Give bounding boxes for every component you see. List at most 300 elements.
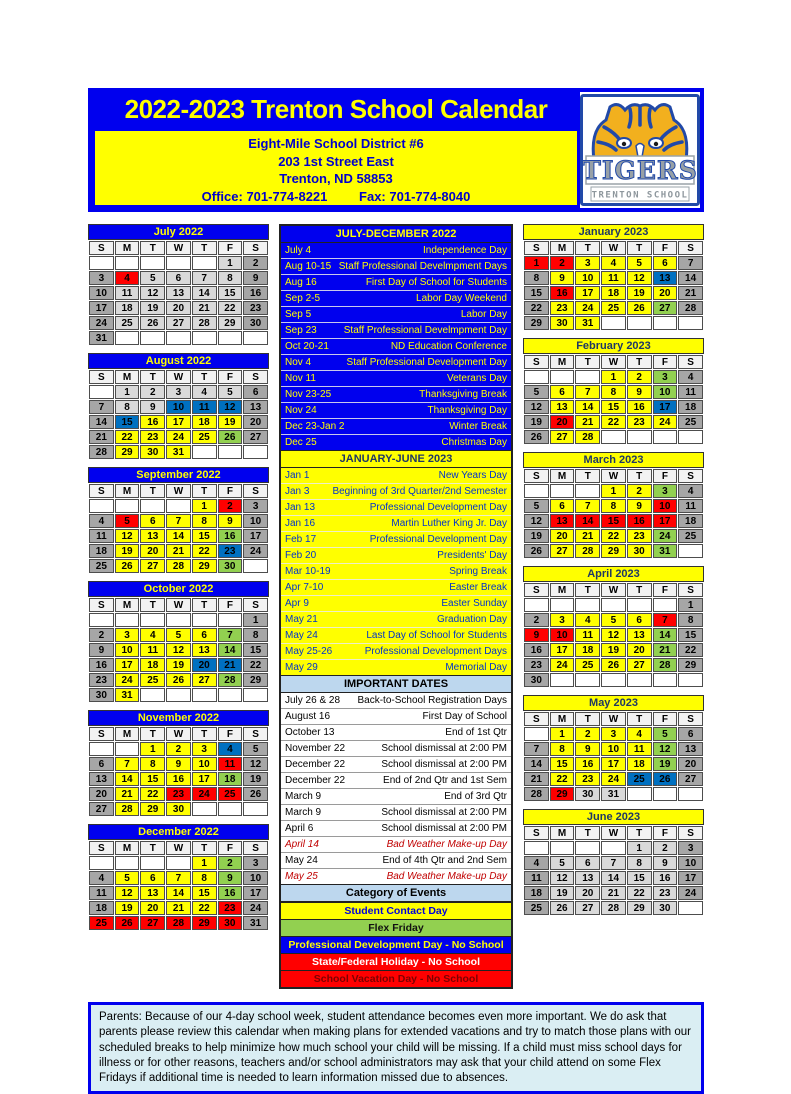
day-cell: 31: [575, 316, 600, 330]
event-date: July 4: [285, 244, 312, 256]
day-cell: 12: [627, 271, 652, 285]
day-header-cell: W: [166, 727, 191, 741]
day-cell: 1: [115, 385, 140, 399]
day-header-cell: W: [166, 241, 191, 255]
street-address: 203 1st Street East: [278, 153, 394, 169]
day-cell: 28: [575, 430, 600, 444]
month-grid: [88, 726, 269, 817]
day-header-cell: S: [243, 370, 268, 384]
important-date: July 26 & 28: [285, 694, 341, 706]
event-description: Professional Development Days: [364, 645, 507, 657]
day-cell: 16: [550, 286, 575, 300]
day-cell: 12: [550, 871, 575, 885]
month-grid: [523, 354, 704, 445]
day-cell: [140, 256, 165, 270]
week-row: [524, 727, 703, 741]
important-date-row: [281, 693, 511, 708]
week-row: [89, 886, 268, 900]
day-cell: 18: [524, 886, 549, 900]
month-title: May 2023: [523, 695, 704, 711]
event-description: Winter Break: [449, 420, 507, 432]
day-cell: 19: [115, 544, 140, 558]
day-cell: [653, 787, 678, 801]
event-row: [281, 483, 511, 499]
day-cell: [653, 430, 678, 444]
day-cell: 31: [115, 688, 140, 702]
important-date-row: [281, 852, 511, 868]
day-header-cell: T: [192, 727, 217, 741]
event-description: Easter Sunday: [441, 597, 507, 609]
day-cell: 3: [192, 742, 217, 756]
day-cell: 6: [653, 256, 678, 270]
day-cell: 21: [218, 658, 243, 672]
day-cell: 17: [550, 643, 575, 657]
important-date: March 9: [285, 790, 322, 802]
event-date: Nov 23-25: [285, 388, 332, 400]
day-header-cell: S: [89, 598, 114, 612]
day-cell: 13: [550, 400, 575, 414]
calendar-page: [88, 88, 704, 1094]
day-cell: 4: [192, 385, 217, 399]
day-cell: 23: [89, 673, 114, 687]
event-description: Beginning of 3rd Quarter/2nd Semester: [332, 485, 507, 497]
page-title: 2022-2023 Trenton School Calendar: [92, 92, 580, 128]
event-date: Mar 10-19: [285, 565, 331, 577]
day-cell: [550, 841, 575, 855]
day-cell: 16: [218, 886, 243, 900]
important-date-row: [281, 756, 511, 772]
day-cell: 4: [601, 256, 626, 270]
day-header-cell: M: [115, 841, 140, 855]
day-cell: 29: [115, 445, 140, 459]
week-row: [89, 286, 268, 300]
day-cell: 27: [166, 316, 191, 330]
week-row: [89, 802, 268, 816]
day-cell: 8: [550, 742, 575, 756]
day-header-cell: T: [627, 712, 652, 726]
month-march-2023: [523, 452, 704, 559]
day-cell: 9: [166, 757, 191, 771]
day-cell: 16: [89, 658, 114, 672]
day-cell: 22: [601, 415, 626, 429]
day-cell: 26: [524, 544, 549, 558]
day-cell: [89, 385, 114, 399]
day-header-cell: S: [89, 370, 114, 384]
day-header-cell: S: [524, 712, 549, 726]
event-description: Professional Development Day: [369, 533, 507, 545]
event-row: [281, 354, 511, 370]
day-cell: 4: [89, 871, 114, 885]
week-row: [524, 628, 703, 642]
day-cell: 4: [575, 613, 600, 627]
day-cell: [627, 673, 652, 687]
month-title: January 2023: [523, 224, 704, 240]
day-cell: 2: [575, 727, 600, 741]
day-header-cell: W: [601, 241, 626, 255]
week-row: [524, 856, 703, 870]
day-cell: [89, 613, 114, 627]
day-cell: 30: [575, 787, 600, 801]
day-cell: [550, 673, 575, 687]
day-cell: 6: [89, 757, 114, 771]
day-cell: 22: [192, 901, 217, 915]
day-cell: 19: [166, 658, 191, 672]
day-cell: 2: [243, 256, 268, 270]
day-cell: 24: [166, 430, 191, 444]
day-cell: 23: [627, 529, 652, 543]
day-cell: 11: [575, 628, 600, 642]
event-date: Feb 20: [285, 549, 317, 561]
event-description: Presidents' Day: [437, 549, 507, 561]
day-cell: 4: [89, 514, 114, 528]
week-row: [524, 499, 703, 513]
legend-row: Flex Friday: [281, 919, 511, 936]
day-header-cell: F: [653, 241, 678, 255]
day-cell: 9: [575, 742, 600, 756]
day-cell: 6: [678, 727, 703, 741]
day-cell: 14: [166, 886, 191, 900]
day-cell: [653, 598, 678, 612]
legend-row: Student Contact Day: [281, 902, 511, 919]
events-column: [279, 224, 513, 989]
day-header-cell: T: [575, 469, 600, 483]
event-date: Aug 10-15: [285, 260, 332, 272]
month-title: August 2022: [88, 353, 269, 369]
day-cell: 11: [678, 385, 703, 399]
event-row: [281, 402, 511, 418]
event-description: Christmas Day: [441, 436, 507, 448]
important-date-description: Bad Weather Make-up Day: [386, 838, 507, 850]
day-cell: 3: [601, 727, 626, 741]
day-cell: 15: [678, 628, 703, 642]
day-cell: 29: [192, 916, 217, 930]
week-row: [89, 628, 268, 642]
event-row: [281, 370, 511, 386]
important-date-description: School dismissal at 2:00 PM: [381, 742, 507, 754]
day-cell: 3: [653, 484, 678, 498]
event-date: Oct 20-21: [285, 340, 329, 352]
day-cell: 19: [601, 643, 626, 657]
day-cell: [575, 370, 600, 384]
day-cell: 2: [627, 484, 652, 498]
day-cell: 24: [243, 544, 268, 558]
important-date-row: [281, 772, 511, 788]
day-header-cell: M: [550, 355, 575, 369]
day-header-cell: S: [524, 469, 549, 483]
day-cell: 5: [524, 499, 549, 513]
day-cell: 1: [524, 256, 549, 270]
day-header-cell: M: [550, 712, 575, 726]
day-cell: [140, 613, 165, 627]
event-date: Feb 17: [285, 533, 317, 545]
day-cell: 20: [575, 886, 600, 900]
day-cell: 17: [653, 400, 678, 414]
day-cell: [243, 688, 268, 702]
day-cell: 17: [678, 871, 703, 885]
day-cell: 28: [192, 316, 217, 330]
day-cell: 29: [243, 673, 268, 687]
day-cell: 1: [601, 370, 626, 384]
day-cell: [575, 598, 600, 612]
day-cell: 26: [115, 559, 140, 573]
event-date: May 29: [285, 661, 318, 673]
day-cell: [627, 316, 652, 330]
day-cell: 1: [192, 856, 217, 870]
important-date-description: End of 4th Qtr and 2nd Sem: [382, 854, 507, 866]
day-header-row: [524, 826, 703, 840]
day-cell: [166, 256, 191, 270]
day-cell: 19: [218, 415, 243, 429]
day-cell: 15: [627, 871, 652, 885]
day-header-cell: F: [653, 469, 678, 483]
event-description: Thanksgiving Day: [427, 404, 507, 416]
day-cell: 12: [140, 286, 165, 300]
day-cell: 18: [678, 514, 703, 528]
day-header-cell: M: [550, 826, 575, 840]
week-row: [89, 643, 268, 657]
day-cell: 30: [653, 901, 678, 915]
day-header-cell: F: [653, 826, 678, 840]
day-cell: 14: [166, 529, 191, 543]
week-row: [524, 514, 703, 528]
month-february-2023: [523, 338, 704, 445]
day-cell: 1: [192, 499, 217, 513]
important-date: November 22: [285, 742, 346, 754]
day-cell: [89, 856, 114, 870]
day-cell: 5: [166, 628, 191, 642]
important-date: December 22: [285, 774, 346, 786]
day-cell: 5: [653, 727, 678, 741]
day-cell: 5: [550, 856, 575, 870]
day-cell: 30: [524, 673, 549, 687]
month-title: June 2023: [523, 809, 704, 825]
day-cell: 14: [89, 415, 114, 429]
week-row: [524, 271, 703, 285]
day-cell: 25: [115, 316, 140, 330]
day-cell: 11: [89, 886, 114, 900]
day-cell: 6: [166, 271, 191, 285]
day-cell: 25: [627, 772, 652, 786]
day-header-cell: T: [192, 370, 217, 384]
event-row: [281, 322, 511, 338]
city-state-zip: Trenton, ND 58853: [279, 171, 393, 187]
important-date: May 25: [285, 870, 318, 882]
day-cell: [140, 688, 165, 702]
day-cell: 20: [550, 415, 575, 429]
day-header-row: [89, 484, 268, 498]
day-cell: 6: [140, 871, 165, 885]
school-info: [92, 128, 580, 208]
tiger-logo-icon: [580, 92, 700, 208]
day-cell: 18: [192, 415, 217, 429]
day-header-row: [89, 241, 268, 255]
day-cell: 27: [550, 430, 575, 444]
day-cell: [524, 598, 549, 612]
week-row: [89, 271, 268, 285]
day-cell: 4: [678, 484, 703, 498]
day-cell: 28: [575, 544, 600, 558]
important-date-description: School dismissal at 2:00 PM: [381, 806, 507, 818]
week-row: [89, 658, 268, 672]
day-cell: 23: [653, 886, 678, 900]
day-header-cell: F: [218, 370, 243, 384]
day-cell: [115, 856, 140, 870]
day-cell: 13: [140, 529, 165, 543]
day-cell: 26: [524, 430, 549, 444]
day-cell: 13: [166, 286, 191, 300]
day-header-cell: S: [678, 241, 703, 255]
day-cell: [140, 499, 165, 513]
week-row: [89, 901, 268, 915]
day-cell: 10: [115, 643, 140, 657]
day-cell: [601, 673, 626, 687]
day-cell: 12: [524, 514, 549, 528]
day-cell: 4: [627, 727, 652, 741]
day-cell: 17: [243, 529, 268, 543]
day-cell: 25: [89, 559, 114, 573]
day-cell: 23: [140, 430, 165, 444]
day-cell: 7: [575, 385, 600, 399]
day-cell: 20: [243, 415, 268, 429]
day-cell: 18: [115, 301, 140, 315]
day-header-cell: W: [601, 712, 626, 726]
week-row: [524, 301, 703, 315]
day-header-row: [89, 370, 268, 384]
month-january-2023: [523, 224, 704, 331]
important-date-description: Bad Weather Make-up Day: [386, 870, 507, 882]
day-cell: 23: [218, 901, 243, 915]
day-cell: 21: [575, 415, 600, 429]
week-row: [524, 256, 703, 270]
day-header-cell: S: [243, 841, 268, 855]
day-cell: 18: [218, 772, 243, 786]
day-cell: 5: [115, 871, 140, 885]
day-cell: 14: [653, 628, 678, 642]
day-cell: 22: [524, 301, 549, 315]
day-cell: 11: [627, 742, 652, 756]
month-may-2023: [523, 695, 704, 802]
day-header-cell: S: [243, 241, 268, 255]
day-cell: 16: [218, 529, 243, 543]
day-cell: 8: [524, 271, 549, 285]
day-header-cell: S: [678, 355, 703, 369]
week-row: [524, 901, 703, 915]
month-grid: [523, 582, 704, 688]
event-row: [281, 338, 511, 354]
day-cell: [243, 559, 268, 573]
day-header-cell: S: [678, 712, 703, 726]
day-cell: [140, 331, 165, 345]
section-header-category-of-events: Category of Events: [281, 884, 511, 902]
event-row: [281, 418, 511, 434]
important-dates-list: [281, 693, 511, 884]
day-cell: 9: [243, 271, 268, 285]
day-header-cell: M: [115, 727, 140, 741]
day-cell: [524, 727, 549, 741]
week-row: [89, 757, 268, 771]
day-cell: 17: [115, 658, 140, 672]
day-cell: 12: [653, 742, 678, 756]
important-date: August 16: [285, 710, 331, 722]
important-date-description: End of 2nd Qtr and 1st Sem: [383, 774, 507, 786]
day-cell: 21: [192, 301, 217, 315]
day-cell: 24: [550, 658, 575, 672]
day-cell: 12: [524, 400, 549, 414]
day-cell: 9: [218, 871, 243, 885]
day-cell: 10: [243, 514, 268, 528]
day-header-cell: S: [243, 727, 268, 741]
event-list-jul-dec-2022: [281, 243, 511, 450]
event-description: Last Day of School for Students: [366, 629, 507, 641]
day-header-cell: F: [218, 241, 243, 255]
day-cell: 8: [627, 856, 652, 870]
day-cell: 8: [218, 271, 243, 285]
event-description: Spring Break: [449, 565, 507, 577]
week-row: [89, 856, 268, 870]
day-header-cell: T: [140, 727, 165, 741]
day-cell: 31: [653, 544, 678, 558]
day-cell: 10: [575, 271, 600, 285]
day-cell: 12: [115, 886, 140, 900]
header: [88, 88, 704, 212]
day-cell: 26: [601, 658, 626, 672]
day-cell: 20: [140, 544, 165, 558]
day-header-cell: T: [627, 826, 652, 840]
day-cell: 25: [678, 529, 703, 543]
day-cell: [192, 613, 217, 627]
day-header-cell: M: [115, 484, 140, 498]
day-cell: 14: [524, 757, 549, 771]
day-cell: [627, 430, 652, 444]
event-row: [281, 290, 511, 306]
day-cell: [524, 484, 549, 498]
event-description: Memorial Day: [445, 661, 507, 673]
event-description: Martin Luther King Jr. Day: [391, 517, 507, 529]
day-cell: 16: [140, 415, 165, 429]
day-cell: 24: [653, 415, 678, 429]
day-cell: 28: [653, 658, 678, 672]
day-cell: 30: [89, 688, 114, 702]
event-list-jan-jun-2023: [281, 468, 511, 675]
day-cell: 6: [243, 385, 268, 399]
day-cell: 22: [115, 430, 140, 444]
day-cell: 22: [601, 529, 626, 543]
day-header-cell: W: [166, 370, 191, 384]
day-cell: 18: [601, 286, 626, 300]
day-cell: 3: [550, 613, 575, 627]
day-cell: 8: [115, 400, 140, 414]
week-row: [89, 445, 268, 459]
day-cell: [166, 613, 191, 627]
important-date-row: [281, 708, 511, 724]
logo-tigers-text: TIGERS: [582, 156, 698, 185]
important-date-description: End of 1st Qtr: [445, 726, 507, 738]
day-cell: 22: [140, 787, 165, 801]
day-cell: 21: [575, 529, 600, 543]
day-cell: [243, 331, 268, 345]
day-cell: 26: [140, 316, 165, 330]
day-cell: 6: [140, 514, 165, 528]
day-header-cell: T: [140, 370, 165, 384]
event-description: Labor Day: [460, 308, 507, 320]
office-phone: Office: 701-774-8221: [201, 188, 328, 204]
event-description: Veterans Day: [446, 372, 507, 384]
day-cell: 17: [89, 301, 114, 315]
day-cell: [89, 256, 114, 270]
week-row: [524, 385, 703, 399]
day-cell: 16: [524, 643, 549, 657]
month-grid: [88, 240, 269, 346]
